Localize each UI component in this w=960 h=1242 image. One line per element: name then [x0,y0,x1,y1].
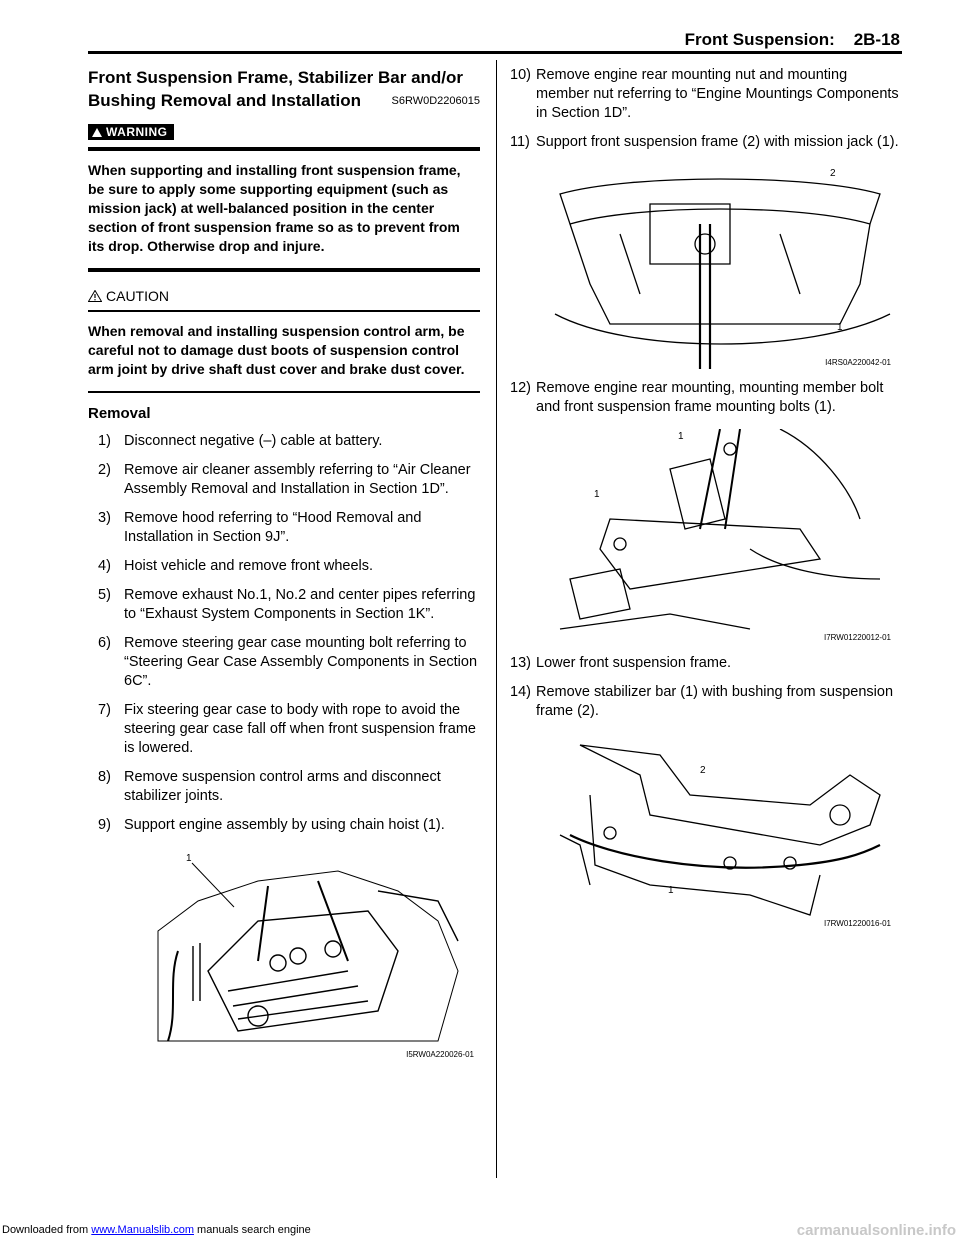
figure-code: I5RW0A220026-01 [406,1050,474,1059]
step-item: 13) Lower front suspension frame. [510,655,732,671]
warning-label: WARNING [106,125,168,139]
download-note [2,1224,311,1236]
steps-right-2 [510,379,902,417]
right-column [510,62,902,930]
caution-label: CAUTION [106,288,169,304]
left-column [88,62,480,1061]
figure-engine-chain-hoist [138,851,478,1061]
steps-left [88,432,480,835]
step-item: 11) Support front suspension frame (2) with mission jack (1). [510,134,899,150]
caution-text: When removal and installing suspension control arm, be careful not to damage dust boots of suspension control arm joint by drive shaft dust cover and brake dust cover. [88,323,465,377]
warning-rule-bottom [88,268,480,272]
warning-text: When supporting and installing front suspension frame, be sure to apply some supporting equipment (such as mission jack) at well-balanced position in the center section of front suspension frame so as to prevent from its drop. Otherwise drop and injure. [88,162,461,254]
callout-2: 2 [830,168,836,179]
caution-rule-top [88,310,480,312]
column-divider [496,60,497,1178]
removal-heading: Removal [88,405,151,422]
mounting-bolts-illustration [550,429,895,644]
engine-illustration [138,851,478,1061]
step-item: 3) Remove hood referring to “Hood Removal and Installation in Section 9J”. [98,510,422,545]
download-prefix: Downloaded from [2,1224,92,1236]
step-item: 9) Support engine assembly by using chain hoist (1). [98,817,445,833]
step-item: 5) Remove exhaust No.1, No.2 and center pipes referring to “Exhaust System Components in Section 1K”. [98,587,476,622]
download-suffix: manuals search engine [193,1224,311,1236]
mission-jack-illustration [550,164,895,369]
warning-rule-top [88,147,480,151]
figure-mission-jack [550,164,895,369]
caution-icon [88,290,102,302]
callout-1: 1 [678,431,684,442]
step-item: 14) Remove stabilizer bar (1) with bushing from suspension frame (2). [510,684,894,719]
warning-box [88,123,480,272]
manualslib-link[interactable]: www.Manualslib.com [91,1224,194,1236]
caution-heading [88,288,480,304]
step-item: 7) Fix steering gear case to body with rope to avoid the steering gear case fall off when front suspension frame is lowered. [98,702,476,756]
page-footer [0,1222,960,1242]
caution-rule-bottom [88,391,480,393]
step-item: 6) Remove steering gear case mounting bolt referring to “Steering Gear Case Assembly Components in Section 6C”. [98,635,478,689]
section-title: Front Suspension Frame, Stabilizer Bar and/or Bushing Removal and Installation [88,68,464,110]
step-item: 8) Remove suspension control arms and disconnect stabilizer joints. [98,769,441,804]
step-item: 10) Remove engine rear mounting nut and mounting member nut referring to “Engine Mountings Components in Section 1D”. [510,67,899,121]
step-item: 2) Remove air cleaner assembly referring to “Air Cleaner Assembly Removal and Installation in Section 1D”. [98,462,471,497]
section-code: S6RW0D2206015 [391,95,480,107]
callout-1: 1 [668,885,674,896]
figure-code: I4RS0A220042-01 [825,358,891,367]
callout-1: 1 [837,322,843,333]
page-header [0,0,960,56]
page-header-title: Front Suspension: 2B-18 [684,30,900,49]
callout-1: 1 [186,853,192,864]
figure-stabilizer-bar [550,735,895,930]
stabilizer-bar-illustration [550,735,895,930]
warning-badge [88,124,174,140]
callout-1b: 1 [594,489,600,500]
header-rule [88,51,902,54]
warning-icon [92,128,102,137]
step-item: 4) Hoist vehicle and remove front wheels. [98,558,374,574]
watermark: carmanualsonline.info [796,1222,956,1239]
step-item: 12) Remove engine rear mounting, mounting member bolt and front suspension frame mounting bolts (1). [510,380,884,415]
figure-code: I7RW01220016-01 [823,919,891,928]
figure-code: I7RW01220012-01 [823,633,891,642]
callout-2: 2 [700,765,706,776]
steps-right [510,66,902,152]
callout-leader [190,861,240,911]
step-item: 1) Disconnect negative (–) cable at battery. [98,433,383,449]
figure-mounting-bolts [550,429,895,644]
steps-right-3 [510,654,902,721]
